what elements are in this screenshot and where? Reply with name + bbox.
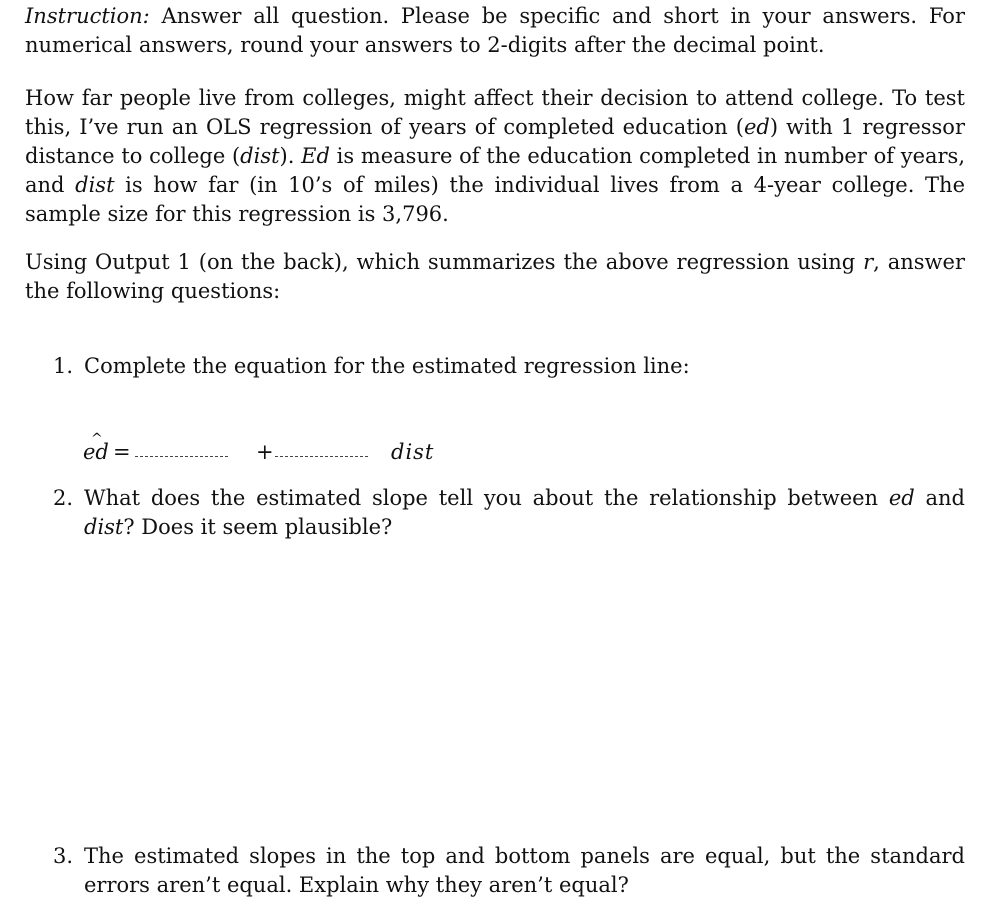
question-3-text: The estimated slopes in the top and bottom panels are equal, but the standard errors aren’t equal. Explain why they aren’t equal? [84,844,965,897]
equation-plus: + [256,440,274,464]
question-2 [53,484,965,542]
context-text-2: ) with 1 regressor distance to college ( [25,115,965,168]
equation-variable: dist [391,440,435,464]
question-2-text [84,484,965,542]
output-reference-paragraph [25,248,965,306]
question-2-number: 2. [53,486,74,510]
context-text-4: is measure of the education completed in number of years, and [25,144,966,197]
question-1-number: 1. [53,354,74,378]
question-2-var-dist: dist [84,515,124,539]
instruction-label: Instruction: [25,4,150,28]
context-text-3: ). [279,144,302,168]
context-var-Ed: Ed [301,144,330,168]
using-text-1: Using Output 1 (on the back), which summarizes the above regression using [25,250,864,274]
question-2-var-ed: ed [888,486,915,510]
context-var-dist: dist [240,144,280,168]
context-var-dist-2: dist [75,173,115,197]
instruction-paragraph [25,2,965,60]
using-text-2: , answer the following questions: [25,250,965,303]
question-2-text-2: and [914,486,965,510]
instruction-text: Answer all question. Please be specific and short in your answers. For numerical answers, round your answers to 2-digits after the decimal point. [25,4,965,57]
question-1-text: Complete the equation for the estimated regression line: [84,354,690,378]
equation-equals: = [113,440,131,464]
using-var-r: r [863,250,874,274]
context-var-ed: ed [743,115,770,139]
context-text-1: How far people live from colleges, might affect their decision to attend college. To test this, I’ve run an OLS regression of years of completed education ( [25,86,965,139]
question-3-number: 3. [53,844,74,868]
ed-hat-symbol: ^ ed [83,437,109,467]
question-1 [53,352,965,381]
equation-lhs [83,437,109,467]
context-paragraph [25,84,965,229]
slope-blank[interactable] [275,437,368,467]
question-2-text-1: What does the estimated slope tell you about the relationship between [84,486,889,510]
question-3 [53,842,965,900]
intercept-blank[interactable] [135,437,228,467]
context-text-5: is how far (in 10’s of miles) the individual lives from a 4-year college. The sample size for this regression is 3,796. [25,173,965,226]
question-2-text-3: ? Does it seem plausible? [123,515,393,539]
